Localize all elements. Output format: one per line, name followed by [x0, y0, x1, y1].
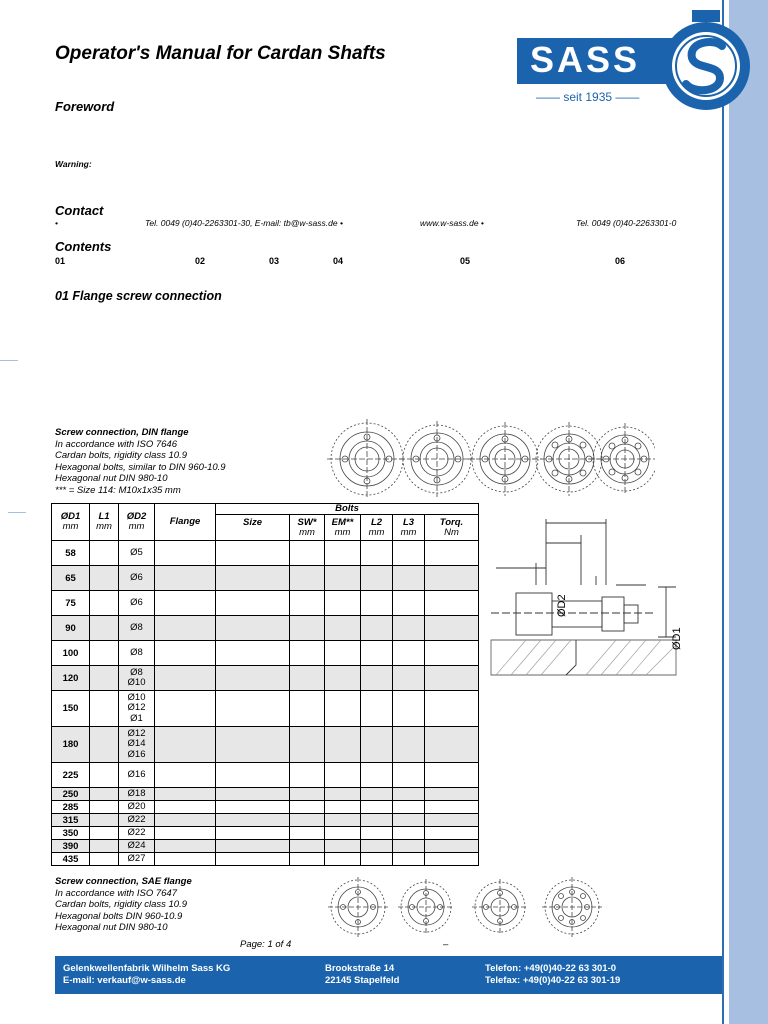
cell-empty	[393, 788, 425, 801]
din-spec	[55, 427, 226, 496]
cell-empty	[393, 691, 425, 727]
footer-bar	[55, 956, 722, 994]
cell-empty	[90, 591, 119, 616]
cell-empty	[361, 541, 393, 566]
cell-empty	[361, 641, 393, 666]
table-row	[52, 763, 479, 788]
footer-fax: Telefax: +49(0)40-22 63 301-19	[485, 975, 621, 986]
cell-empty	[425, 763, 479, 788]
cell-empty	[155, 801, 216, 814]
table-row	[52, 814, 479, 827]
table-row	[52, 591, 479, 616]
cell-d2: Ø22	[119, 814, 155, 827]
cell-empty	[325, 566, 361, 591]
cell-empty	[393, 641, 425, 666]
spec-line: Hexagonal bolts, similar to DIN 960-10.9	[55, 461, 226, 473]
header-l2: L2 mm	[361, 515, 393, 541]
spec-line: Hexagonal bolts DIN 960-10.9	[55, 910, 183, 922]
cell-empty	[393, 727, 425, 763]
cell-empty	[155, 763, 216, 788]
cell-empty	[90, 541, 119, 566]
foreword-heading: Foreword	[55, 99, 115, 114]
cell-empty	[393, 853, 425, 866]
cell-empty	[425, 641, 479, 666]
header-sw: SW* mm	[290, 515, 325, 541]
cell-empty	[361, 691, 393, 727]
cell-empty	[290, 691, 325, 727]
contents-item: 06	[615, 256, 626, 266]
cell-empty	[216, 691, 290, 727]
cell-d2: Ø8	[119, 616, 155, 641]
cell-empty	[155, 853, 216, 866]
spec-line: Hexagonal nut DIN 980-10	[55, 922, 168, 933]
cell-empty	[425, 591, 479, 616]
spec-line: In accordance with ISO 7647	[55, 887, 177, 899]
table-row	[52, 691, 479, 727]
cell-empty	[425, 853, 479, 866]
cell-empty	[290, 840, 325, 853]
cell-empty	[361, 727, 393, 763]
cell-empty	[216, 763, 290, 788]
cell-empty	[155, 566, 216, 591]
cell-empty	[393, 801, 425, 814]
cell-empty	[393, 827, 425, 840]
cell-empty	[361, 566, 393, 591]
table-row	[52, 840, 479, 853]
spec-line: In accordance with ISO 7646	[55, 438, 177, 450]
contents-item: 03	[269, 256, 280, 266]
cell-empty	[425, 788, 479, 801]
cell-empty	[325, 814, 361, 827]
cell-d2: Ø27	[119, 853, 155, 866]
cell-empty	[393, 666, 425, 691]
cell-empty	[155, 541, 216, 566]
cell-empty	[216, 616, 290, 641]
cell-empty	[361, 591, 393, 616]
cell-empty	[155, 814, 216, 827]
cell-empty	[216, 641, 290, 666]
page-dash: –	[443, 939, 449, 950]
cell-empty	[216, 840, 290, 853]
flange-drawing	[399, 421, 475, 497]
cell-empty	[361, 827, 393, 840]
cell-empty	[216, 801, 290, 814]
table-row	[52, 566, 479, 591]
cell-empty	[155, 591, 216, 616]
cell-empty	[425, 666, 479, 691]
cell-d1: 120	[52, 666, 90, 691]
cell-empty	[290, 641, 325, 666]
cell-empty	[425, 727, 479, 763]
cell-empty	[361, 840, 393, 853]
cell-empty	[361, 814, 393, 827]
cell-empty	[290, 801, 325, 814]
table-row	[52, 641, 479, 666]
cell-d1: 90	[52, 616, 90, 641]
cell-empty	[216, 666, 290, 691]
table-row	[52, 801, 479, 814]
cell-empty	[361, 763, 393, 788]
since-label: —— seit 1935 ——	[536, 90, 640, 104]
cell-d2: Ø8	[119, 641, 155, 666]
cell-empty	[325, 666, 361, 691]
cell-empty	[290, 591, 325, 616]
cell-empty	[425, 691, 479, 727]
cell-d2: Ø20	[119, 801, 155, 814]
cell-empty	[216, 788, 290, 801]
cell-empty	[90, 853, 119, 866]
cell-empty	[325, 853, 361, 866]
spec-line: Hexagonal nut DIN 980-10	[55, 473, 168, 484]
flange-drawing	[589, 423, 655, 495]
header-em: EM** mm	[325, 515, 361, 541]
cell-empty	[361, 788, 393, 801]
cell-d1: 65	[52, 566, 90, 591]
cell-empty	[155, 840, 216, 853]
cell-d1: 315	[52, 814, 90, 827]
cell-empty	[90, 691, 119, 727]
contact-bullet: •	[55, 218, 58, 228]
cell-empty	[425, 801, 479, 814]
cell-empty	[155, 788, 216, 801]
contents-heading: Contents	[55, 239, 112, 254]
cell-d1: 250	[52, 788, 90, 801]
footer-email[interactable]: E-mail: verkauf@w-sass.de	[63, 975, 186, 986]
cell-empty	[90, 616, 119, 641]
cell-empty	[425, 566, 479, 591]
table-row	[52, 616, 479, 641]
cell-empty	[216, 541, 290, 566]
sae-flange-drawings	[320, 876, 610, 938]
cell-empty	[90, 801, 119, 814]
cell-empty	[90, 641, 119, 666]
margin-mark	[8, 512, 26, 513]
cell-d2: Ø24	[119, 840, 155, 853]
cell-empty	[325, 727, 361, 763]
cell-d1: 150	[52, 691, 90, 727]
cell-empty	[361, 801, 393, 814]
spec-line: Cardan bolts, rigidity class 10.9	[55, 450, 188, 461]
spec-line: Screw connection, SAE flange	[55, 876, 192, 887]
cell-empty	[216, 827, 290, 840]
cell-empty	[361, 666, 393, 691]
cell-empty	[325, 641, 361, 666]
cell-empty	[393, 541, 425, 566]
cell-empty	[290, 541, 325, 566]
cell-empty	[290, 727, 325, 763]
table-row	[52, 827, 479, 840]
cell-empty	[325, 591, 361, 616]
cell-empty	[393, 814, 425, 827]
cell-empty	[155, 827, 216, 840]
cell-empty	[216, 591, 290, 616]
bolt-section-drawing	[486, 505, 696, 680]
cell-empty	[155, 641, 216, 666]
cell-empty	[393, 566, 425, 591]
cell-empty	[90, 763, 119, 788]
cell-empty	[325, 691, 361, 727]
cell-empty	[290, 566, 325, 591]
cell-d2: Ø22	[119, 827, 155, 840]
header-d1: ØD1 mm	[52, 504, 90, 541]
flange-drawing	[327, 419, 407, 499]
header-flange: Flange	[155, 504, 216, 541]
cell-empty	[393, 616, 425, 641]
cell-d2: Ø10 Ø12 Ø1	[119, 691, 155, 727]
cell-empty	[325, 616, 361, 641]
header-size: Size	[216, 515, 290, 541]
flange-drawing	[472, 879, 528, 935]
contact-tel-email: Tel. 0049 (0)40-2263301-30, E-mail: tb@w-sass.de •	[145, 218, 343, 228]
cell-empty	[393, 840, 425, 853]
cell-empty	[290, 616, 325, 641]
contents-item: 04	[333, 256, 344, 266]
cell-d2: Ø8 Ø10	[119, 666, 155, 691]
spec-line: Cardan bolts, rigidity class 10.9	[55, 899, 188, 910]
cell-empty	[290, 666, 325, 691]
cell-d2: Ø16	[119, 763, 155, 788]
cell-d1: 180	[52, 727, 90, 763]
contact-web: www.w-sass.de •	[420, 218, 484, 228]
table-row	[52, 853, 479, 866]
cell-empty	[155, 727, 216, 763]
cell-empty	[290, 827, 325, 840]
cell-empty	[325, 801, 361, 814]
cell-empty	[425, 541, 479, 566]
cell-empty	[325, 827, 361, 840]
contact-heading: Contact	[55, 203, 104, 218]
right-sidebar	[729, 0, 768, 1024]
cell-empty	[425, 814, 479, 827]
cell-d1: 350	[52, 827, 90, 840]
cell-d2: Ø18	[119, 788, 155, 801]
cell-empty	[90, 814, 119, 827]
cell-empty	[325, 788, 361, 801]
flange-heading: 01 Flange screw connection	[55, 289, 222, 303]
flange-drawing	[468, 422, 542, 496]
contact-tel2: Tel. 0049 (0)40-2263301-0	[576, 218, 677, 228]
cell-empty	[90, 727, 119, 763]
cell-empty	[325, 541, 361, 566]
cell-d1: 285	[52, 801, 90, 814]
logo-text: SASS	[530, 39, 641, 80]
cell-empty	[155, 616, 216, 641]
cell-empty	[290, 814, 325, 827]
cell-empty	[90, 566, 119, 591]
cell-empty	[290, 763, 325, 788]
cell-empty	[155, 666, 216, 691]
cell-empty	[361, 853, 393, 866]
cell-empty	[325, 840, 361, 853]
flange-drawing	[328, 877, 388, 937]
cell-d2: Ø6	[119, 591, 155, 616]
cell-empty	[290, 853, 325, 866]
d2-label: ØD2	[556, 594, 568, 617]
cell-empty	[325, 763, 361, 788]
cell-empty	[361, 616, 393, 641]
cell-empty	[216, 853, 290, 866]
page-number: Page: 1 of 4	[240, 939, 292, 950]
cell-empty	[425, 827, 479, 840]
contents-item: 02	[195, 256, 206, 266]
cell-empty	[216, 727, 290, 763]
header-l3: L3 mm	[393, 515, 425, 541]
cell-empty	[216, 566, 290, 591]
cell-empty	[290, 788, 325, 801]
header-d2: ØD2 mm	[119, 504, 155, 541]
cell-d2: Ø5	[119, 541, 155, 566]
table-row	[52, 788, 479, 801]
warning-label: Warning:	[55, 159, 92, 169]
footer-company: Gelenkwellenfabrik Wilhelm Sass KG	[63, 963, 231, 974]
footer-street: Brookstraße 14	[325, 963, 395, 974]
cell-empty	[90, 840, 119, 853]
margin-mark	[0, 360, 18, 361]
cell-d2: Ø12 Ø14 Ø16	[119, 727, 155, 763]
cell-d1: 390	[52, 840, 90, 853]
cell-empty	[90, 827, 119, 840]
cell-empty	[155, 691, 216, 727]
cell-d2: Ø6	[119, 566, 155, 591]
contents-item: 05	[460, 256, 471, 266]
table-row	[52, 541, 479, 566]
cell-d1: 225	[52, 763, 90, 788]
d1-label: ØD1	[671, 627, 683, 650]
flange-drawing	[542, 877, 602, 937]
cell-empty	[393, 591, 425, 616]
bolts-table	[51, 503, 479, 866]
contents-item: 01	[55, 256, 66, 266]
cell-d1: 100	[52, 641, 90, 666]
header-torq: Torq. Nm	[425, 515, 479, 541]
page-title: Operator's Manual for Cardan Shafts	[55, 43, 386, 64]
spec-line: Screw connection, DIN flange	[55, 427, 189, 438]
cell-empty	[393, 763, 425, 788]
table-row	[52, 727, 479, 763]
cell-d1: 75	[52, 591, 90, 616]
cell-empty	[90, 666, 119, 691]
cell-empty	[216, 814, 290, 827]
cell-d1: 58	[52, 541, 90, 566]
cell-empty	[425, 616, 479, 641]
cell-empty	[90, 788, 119, 801]
sae-spec	[55, 876, 192, 934]
footer-city: 22145 Stapelfeld	[325, 975, 400, 986]
spec-line: *** = Size 114: M10x1x35 mm	[55, 484, 181, 496]
header-bolts: Bolts	[216, 504, 479, 515]
table-row	[52, 666, 479, 691]
cell-empty	[425, 840, 479, 853]
header-l1: L1 mm	[90, 504, 119, 541]
sidebar-divider	[722, 0, 724, 1024]
cell-d1: 435	[52, 853, 90, 866]
footer-tel: Telefon: +49(0)40-22 63 301-0	[485, 963, 617, 974]
logo-emblem	[656, 6, 766, 114]
flange-drawing	[398, 879, 454, 935]
din-flange-drawings	[325, 418, 655, 500]
